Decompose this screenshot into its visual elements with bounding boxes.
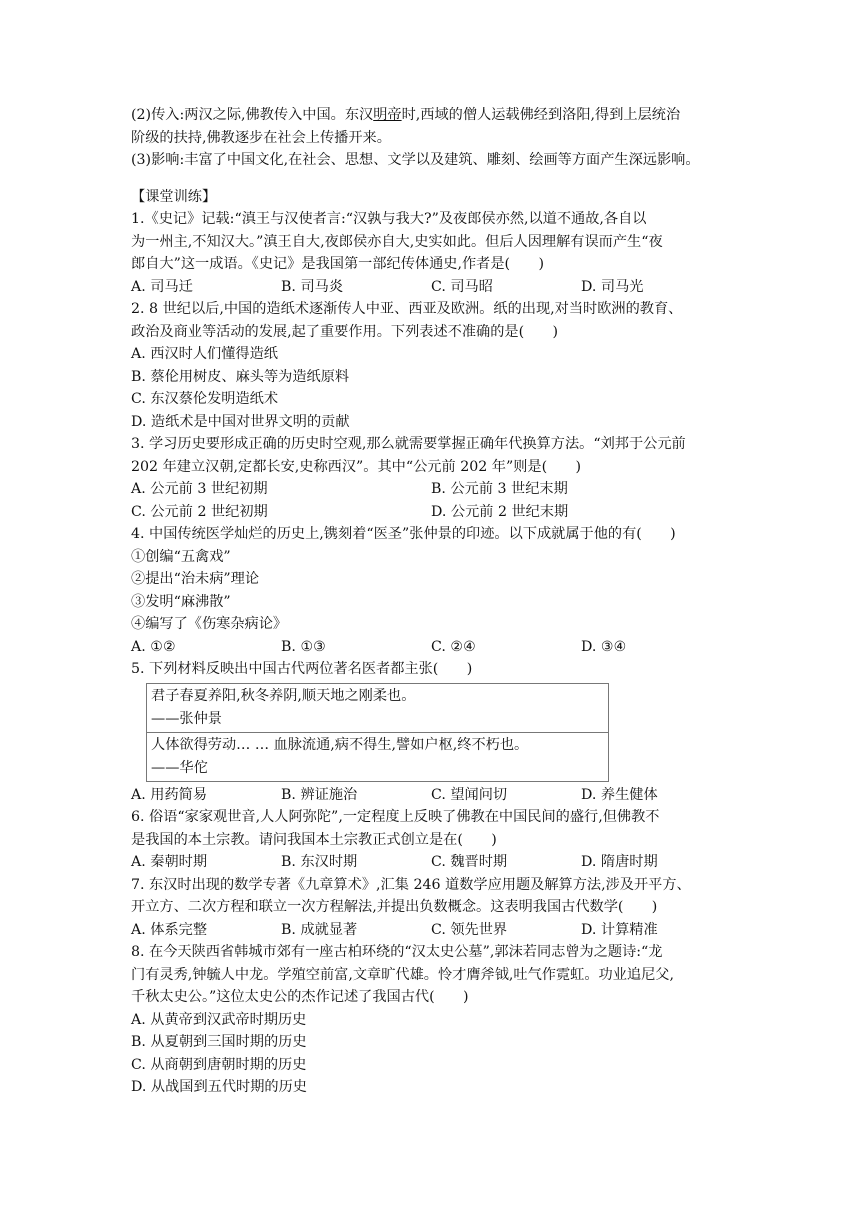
quote-cell <box>147 684 608 732</box>
question-stem: 7. 东汉时出现的数学专著《九章算术》,汇集 246 道数学应用题及解算方法,涉及开平方、 <box>131 876 691 893</box>
underlined-term: 明帝 <box>373 107 402 123</box>
question-stem: 4. 中国传统医学灿烂的历史上,镌刻着“医圣”张仲景的印迹。以下成就属于他的有( ) <box>131 526 676 542</box>
quote-text: 君子春夏养阳,秋冬养阴,顺天地之刚柔也。 <box>151 687 416 704</box>
question-1 <box>131 208 731 298</box>
option-a: A. 西汉时人们懂得造纸 <box>131 346 278 362</box>
option-b: B. ①③ <box>281 638 326 655</box>
option-d: D. 造纸术是中国对世界文明的贡献 <box>131 413 350 430</box>
question-2 <box>131 298 731 433</box>
option-c: C. 从商朝到唐朝时期的历史 <box>131 1056 307 1073</box>
option-d: D. 隋唐时期 <box>581 854 658 870</box>
question-stem: 3. 学习历史要形成正确的历史时空观,那么就需要掌握正确年代换算方法。“刘邦于公元前 <box>131 436 686 452</box>
option-b: B. 辨证施治 <box>281 786 358 803</box>
question-stem: 门有灵秀,钟毓人中龙。学殖空前富,文章旷代雄。怜才膺斧钺,吐气作霓虹。功业追尼父, <box>131 966 674 983</box>
question-4 <box>131 523 731 658</box>
option-b: B. 成就显著 <box>281 921 358 938</box>
option-row <box>131 478 731 501</box>
question-3 <box>131 433 731 523</box>
question-stem: 开立方、二次方程和联立一次方程解法,并提出负数概念。这表明我国古代数学( ) <box>131 899 658 915</box>
question-7 <box>131 874 731 942</box>
option-d: D. 从战国到五代时期的历史 <box>131 1079 307 1095</box>
option-c: C. 公元前 2 世纪初期 <box>131 503 268 520</box>
question-stem: 5. 下列材料反映出中国古代两位著名医者都主张( ) <box>131 661 473 677</box>
option-a: A. 司马迁 <box>131 278 193 295</box>
question-6 <box>131 806 731 874</box>
intro-line: 阶级的扶持,佛教逐步在社会上传播开来。 <box>131 129 391 146</box>
option-a: A. 从黄帝到汉武帝时期历史 <box>131 1011 307 1028</box>
question-stem: 为一州主,不知汉大。”滇王自大,夜郎侯亦自大,史实如此。但后人因理解有误而产生“夜 <box>131 233 663 250</box>
option-a: A. 用药简易 <box>131 786 208 803</box>
question-stem: 202 年建立汉朝,定都长安,史称西汉”。其中“公元前 202 年”则是( ) <box>131 458 582 475</box>
quote-author: ——张仲景 <box>151 710 222 727</box>
intro-line <box>131 104 731 127</box>
option-b: B. 公元前 3 世纪末期 <box>431 481 568 497</box>
quote-table <box>146 683 609 782</box>
option-d: D. 公元前 2 世纪末期 <box>431 503 569 520</box>
option-row <box>131 276 731 299</box>
option-a: A. 体系完整 <box>131 921 208 938</box>
option-b: B. 司马炎 <box>281 278 344 295</box>
option-row <box>131 851 731 874</box>
option-a: A. ①② <box>131 638 176 655</box>
option-c: C. ②④ <box>431 638 476 655</box>
option-a: A. 公元前 3 世纪初期 <box>131 481 268 497</box>
option-d: D. 养生健体 <box>581 786 658 803</box>
option-b: B. 蔡伦用树皮、麻头等为造纸原料 <box>131 368 350 385</box>
option-c: C. 领先世界 <box>431 921 508 938</box>
quote-cell <box>147 732 608 781</box>
question-stem: 政治及商业等活动的发展,起了重要作用。下列表述不准确的是( ) <box>131 323 559 340</box>
question-stem: 8. 在今天陕西省韩城市郊有一座古柏环绕的“汉太史公墓”,郭沫若同志曾为之题诗:“龙 <box>131 944 663 960</box>
option-c: C. 东汉蔡伦发明造纸术 <box>131 391 279 407</box>
intro-text: (2)传入:两汉之际,佛教传入中国。东汉 <box>131 107 374 123</box>
quote-text: 人体欲得劳动… … 血脉流通,病不得生,譬如户枢,终不朽也。 <box>151 736 529 753</box>
question-stem: 千秋太史公。”这位太史公的杰作记述了我国古代( ) <box>131 989 469 1005</box>
document-page <box>131 104 731 1099</box>
option-row <box>131 919 731 942</box>
intro-line: (3)影响:丰富了中国文化,在社会、思想、文学以及建筑、雕刻、绘画等方面产生深远影响。 <box>131 152 700 168</box>
quote-author: ——华佗 <box>151 759 208 776</box>
option-c: C. 司马昭 <box>431 278 493 295</box>
option-a: A. 秦朝时期 <box>131 854 208 870</box>
question-5 <box>131 658 731 806</box>
option-d: D. 司马光 <box>581 278 644 295</box>
question-stem: 2. 8 世纪以后,中国的造纸术逐渐传人中亚、西亚及欧洲。纸的出现,对当时欧洲的教育、 <box>131 301 683 317</box>
option-d: D. 计算精准 <box>581 921 658 938</box>
option-row <box>131 636 731 659</box>
section-title: 【课堂训练】 <box>131 188 217 205</box>
option-c: C. 望闻问切 <box>431 786 508 803</box>
question-stem: 是我国的本土宗教。请问我国本土宗教正式创立是在( ) <box>131 831 497 848</box>
statement-item: ①创编“五禽戏” <box>131 548 231 565</box>
question-stem: 郎自大”这一成语。《史记》是我国第一部纪传体通史,作者是( ) <box>131 256 544 272</box>
question-8 <box>131 941 731 1099</box>
statement-item: ④编写了《伤寒杂病论》 <box>131 616 288 632</box>
question-stem: 1.《史记》记载:“滇王与汉使者言:“汉孰与我大?”及夜郎侯亦然,以道不通故,各自以 <box>131 211 647 227</box>
option-d: D. ③④ <box>581 638 627 655</box>
option-b: B. 东汉时期 <box>281 854 358 870</box>
question-stem: 6. 俗语“家家观世音,人人阿弥陀”,一定程度上反映了佛教在中国民间的盛行,但佛教不 <box>131 809 660 825</box>
option-row <box>131 784 731 807</box>
option-b: B. 从夏朝到三国时期的历史 <box>131 1034 307 1050</box>
statement-item: ②提出“治未病”理论 <box>131 571 260 587</box>
intro-text: 时,西域的僧人运载佛经到洛阳,得到上层统治 <box>401 107 681 123</box>
option-row <box>131 501 731 524</box>
option-c: C. 魏晋时期 <box>431 854 508 870</box>
statement-item: ③发明“麻沸散” <box>131 593 231 610</box>
